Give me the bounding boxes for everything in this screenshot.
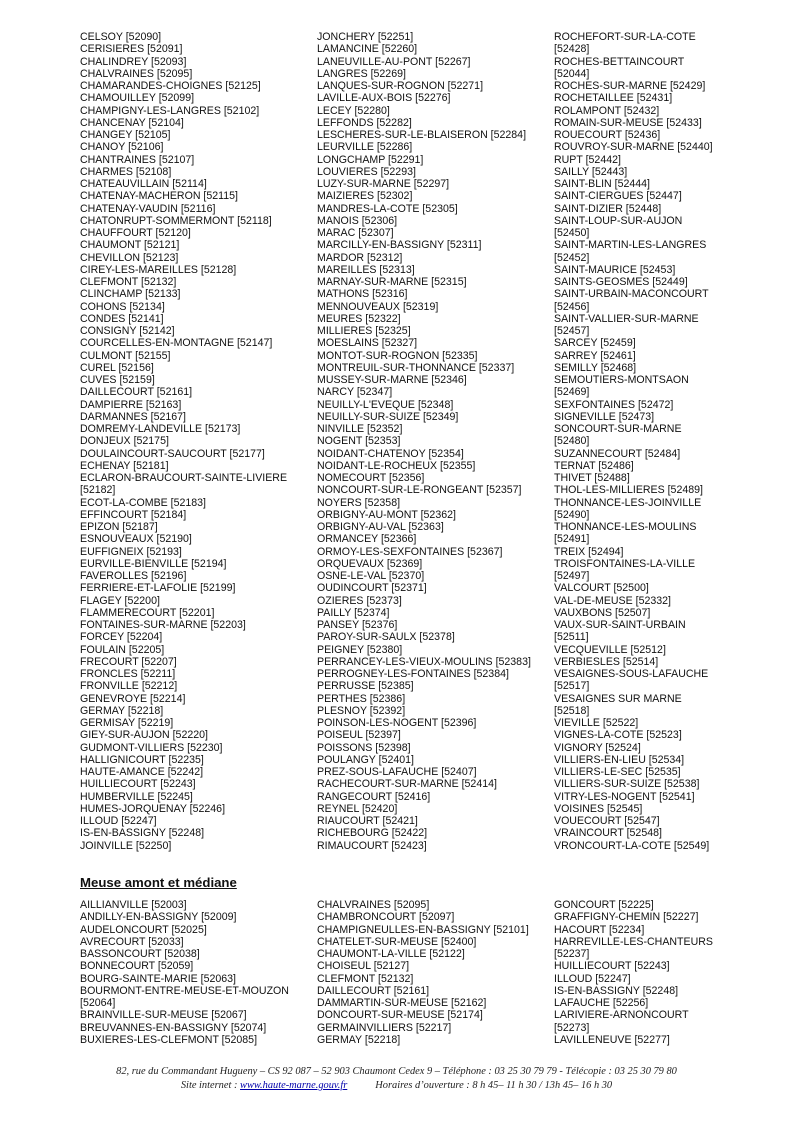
commune-entry: ROCHES-SUR-MARNE [52429]: [554, 80, 706, 92]
commune-entry: IS-EN-BASSIGNY [52248]: [554, 984, 679, 997]
commune-entry: SAINT-DIZIER [52448]: [554, 202, 662, 215]
commune-entry: POISSONS [52398]: [317, 741, 411, 754]
commune-entry: PREZ-SOUS-LAFAUCHE [52407]: [317, 766, 477, 778]
commune-entry: CHAUMONT [52121]: [80, 239, 180, 252]
commune-entry: BONNECOURT [52059]: [80, 960, 194, 973]
commune-entry: HUMBERVILLE [52245]: [80, 790, 193, 803]
commune-entry: NOIDANT-CHATENOY [52354]: [317, 447, 464, 460]
commune-entry: OUDINCOURT [52371]: [317, 582, 427, 595]
commune-entry: NOYERS [52358]: [317, 496, 401, 509]
commune-entry: ROMAIN-SUR-MEUSE [52433]: [554, 116, 702, 129]
commune-entry: LEFFONDS [52282]: [317, 116, 412, 129]
commune-entry: HUILLIECOURT [52243]: [80, 778, 196, 791]
commune-entry: DARMANNES [52167]: [80, 410, 186, 423]
commune-entry: SEMILLY [52468]: [554, 361, 637, 374]
commune-entry: PERRUSSE [52385]: [317, 680, 414, 693]
commune-entry: PAILLY [52374]: [317, 606, 390, 619]
commune-entry: ROCHES-BETTAINCOURT: [554, 55, 685, 68]
commune-entry: NOGENT [52353]: [317, 435, 401, 448]
section-title: Meuse amont et médiane: [80, 875, 237, 890]
commune-entry: POINSON-LES-NOGENT [52396]: [317, 717, 477, 729]
commune-entry: VRONCOURT-LA-COTE [52549]: [554, 839, 710, 852]
meuse-column-2: [317, 899, 529, 1046]
commune-entry: CONSIGNY [52142]: [80, 325, 175, 337]
footer-site-label: Site internet :: [180, 1080, 241, 1091]
meuse-column-1: [80, 899, 289, 1046]
commune-entry: RUPT [52442]: [554, 153, 621, 166]
commune-entry: FRONCLES [52211]: [80, 668, 176, 680]
commune-entry: LECEY [52280]: [317, 104, 390, 117]
commune-entry: RACHECOURT-SUR-MARNE [52414]: [317, 778, 497, 791]
commune-entry: BREUVANNES-EN-BASSIGNY [52074]: [80, 1021, 267, 1034]
commune-entry: GUDMONT-VILLIERS [52230]: [80, 741, 223, 754]
commune-entry: CHALINDREY [52093]: [80, 55, 187, 68]
commune-entry: VRAINCOURT [52548]: [554, 827, 662, 840]
commune-entry: ESNOUVEAUX [52190]: [80, 533, 192, 546]
commune-entry: VAUX-SUR-SAINT-URBAIN: [554, 619, 686, 631]
commune-entry: CHAUFFOURT [52120]: [80, 227, 191, 239]
commune-entry: BUXIERES-LES-CLEFMONT [52085]: [80, 1033, 258, 1046]
meuse-column-3: [554, 899, 713, 1046]
commune-entry: [52518]: [554, 704, 590, 717]
commune-entry: [52273]: [554, 1021, 590, 1034]
commune-entry: FLAGEY [52200]: [80, 594, 160, 607]
commune-entry: SARREY [52461]: [554, 349, 636, 362]
commune-entry: FAVEROLLES [52196]: [80, 570, 187, 582]
commune-entry: RIMAUCOURT [52423]: [317, 839, 427, 852]
commune-entry: VAUXBONS [52507]: [554, 606, 651, 619]
commune-entry: CHANGEY [52105]: [80, 129, 171, 141]
commune-entry: LANEUVILLE-AU-PONT [52267]: [317, 55, 471, 68]
commune-entry: HAUTE-AMANCE [52242]: [80, 766, 204, 778]
commune-entry: ROUVROY-SUR-MARNE [52440]: [554, 141, 713, 154]
commune-entry: EURVILLE-BIENVILLE [52194]: [80, 557, 227, 570]
commune-entry: NONCOURT-SUR-LE-RONGEANT [52357]: [317, 484, 522, 497]
commune-entry: NEUILLY-SUR-SUIZE [52349]: [317, 410, 459, 423]
commune-entry: DOMREMY-LANDEVILLE [52173]: [80, 423, 241, 435]
commune-entry: DAMPIERRE [52163]: [80, 398, 182, 411]
commune-entry: DAILLECOURT [52161]: [80, 386, 193, 399]
commune-entry: MOESLAINS [52327]: [317, 337, 418, 350]
commune-entry: SAINT-CIERGUES [52447]: [554, 190, 682, 203]
commune-entry: CUVES [52159]: [80, 374, 155, 386]
commune-entry: MARNAY-SUR-MARNE [52315]: [317, 276, 467, 288]
commune-entry: NARCY [52347]: [317, 386, 393, 399]
commune-entry: [52490]: [554, 508, 590, 521]
commune-entry: VERBIESLES [52514]: [554, 655, 659, 668]
commune-entry: CLINCHAMP [52133]: [80, 288, 181, 301]
commune-entry: VILLIERS-SUR-SUIZE [52538]: [554, 778, 700, 791]
commune-entry: [52428]: [554, 43, 590, 56]
commune-entry: PERRANCEY-LES-VIEUX-MOULINS [52383]: [317, 655, 531, 668]
commune-entry: FORCEY [52204]: [80, 631, 163, 644]
commune-entry: LAVILLENEUVE [52277]: [554, 1033, 670, 1046]
commune-entry: CHALVRAINES [52095]: [80, 67, 193, 80]
commune-entry: VOUECOURT [52547]: [554, 815, 660, 827]
commune-entry: OSNE-LE-VAL [52370]: [317, 570, 425, 582]
commune-entry: IS-EN-BASSIGNY [52248]: [80, 827, 205, 840]
commune-entry: THONNANCE-LES-JOINVILLE: [554, 496, 702, 509]
commune-entry: LESCHERES-SUR-LE-BLAISERON [52284]: [317, 129, 527, 141]
commune-entry: CHAMPIGNY-LES-LANGRES [52102]: [80, 104, 260, 117]
commune-entry: [52491]: [554, 533, 590, 546]
top-column-3: [554, 31, 786, 852]
commune-entry: MAREILLES [52313]: [317, 263, 415, 276]
commune-entry: TREIX [52494]: [554, 545, 624, 558]
commune-entry: VITRY-LES-NOGENT [52541]: [554, 790, 695, 803]
commune-entry: HARREVILLE-LES-CHANTEURS: [554, 935, 713, 948]
top-column-1: [80, 31, 312, 852]
commune-entry: HACOURT [52234]: [554, 923, 645, 936]
commune-entry: CHEVILLON [52123]: [80, 251, 179, 264]
commune-entry: GONCOURT [52225]: [554, 899, 654, 911]
commune-entry: [52517]: [554, 680, 590, 693]
commune-entry: SONCOURT-SUR-MARNE: [554, 423, 682, 435]
commune-entry: LANGRES [52269]: [317, 67, 406, 80]
footer: [0, 1065, 793, 1093]
commune-entry: BRAINVILLE-SUR-MEUSE [52067]: [80, 1009, 247, 1022]
commune-entry: CLEFMONT [52132]: [317, 972, 414, 985]
commune-entry: LANQUES-SUR-ROGNON [52271]: [317, 80, 484, 92]
commune-entry: DOULAINCOURT-SAUCOURT [52177]: [80, 447, 265, 460]
commune-entry: GERMISAY [52219]: [80, 717, 174, 729]
commune-entry: VIEVILLE [52522]: [554, 717, 639, 729]
commune-entry: LUZY-SUR-MARNE [52297]: [317, 178, 450, 190]
commune-entry: GERMAY [52218]: [317, 1033, 401, 1046]
commune-entry: FERRIERE-ET-LAFOLIE [52199]: [80, 582, 236, 595]
footer-hours: Horaires d’ouverture : 8 h 45– 11 h 30 / 13h 45– 16 h 30: [375, 1080, 613, 1091]
commune-entry: MONTOT-SUR-ROGNON [52335]: [317, 349, 478, 362]
top-column-2: [317, 31, 549, 852]
commune-entry: LAVILLE-AUX-BOIS [52276]: [317, 92, 451, 105]
commune-entry: TERNAT [52486]: [554, 459, 634, 472]
commune-entry: POULANGY [52401]: [317, 753, 414, 766]
commune-entry: PAROY-SUR-SAULX [52378]: [317, 631, 455, 644]
commune-entry: RIAUCOURT [52421]: [317, 815, 418, 827]
commune-entry: SIGNEVILLE [52473]: [554, 410, 655, 423]
commune-entry: VECQUEVILLE [52512]: [554, 643, 666, 656]
commune-entry: ORBIGNY-AU-MONT [52362]: [317, 508, 456, 521]
commune-entry: LARIVIERE-ARNONCOURT: [554, 1009, 689, 1022]
commune-entry: CHANTRAINES [52107]: [80, 153, 195, 166]
commune-entry: GERMAY [52218]: [80, 704, 164, 717]
commune-entry: COURCELLES-EN-MONTAGNE [52147]: [80, 337, 273, 350]
commune-entry: [52182]: [80, 484, 116, 497]
commune-entry: HALLIGNICOURT [52235]: [80, 753, 204, 766]
commune-entry: LONGCHAMP [52291]: [317, 153, 424, 166]
commune-entry: HUILLIECOURT [52243]: [554, 960, 670, 973]
commune-entry: REYNEL [52420]: [317, 802, 398, 815]
commune-entry: EFFINCOURT [52184]: [80, 508, 187, 521]
commune-entry: PERROGNEY-LES-FONTAINES [52384]: [317, 668, 509, 680]
commune-entry: MARAC [52307]: [317, 227, 394, 239]
commune-entry: [52469]: [554, 386, 590, 399]
commune-entry: MARDOR [52312]: [317, 251, 403, 264]
commune-entry: VESAIGNES SUR MARNE: [554, 692, 682, 705]
commune-entry: VIGNORY [52524]: [554, 741, 641, 754]
commune-entry: CHAMBRONCOURT [52097]: [317, 911, 455, 924]
commune-entry: NINVILLE [52352]: [317, 423, 403, 435]
commune-entry: MANDRES-LA-COTE [52305]: [317, 202, 458, 215]
commune-entry: THIVET [52488]: [554, 472, 630, 484]
commune-entry: VILLIERS-EN-LIEU [52534]: [554, 753, 685, 766]
commune-entry: CHATENAY-VAUDIN [52116]: [80, 202, 216, 215]
commune-entry: CULMONT [52155]: [80, 349, 171, 362]
commune-entry: PANSEY [52376]: [317, 619, 398, 631]
commune-entry: FONTAINES-SUR-MARNE [52203]: [80, 619, 246, 631]
commune-entry: [52511]: [554, 631, 589, 644]
commune-entry: ECHENAY [52181]: [80, 459, 169, 472]
commune-entry: PERTHES [52386]: [317, 692, 406, 705]
commune-entry: CONDES [52141]: [80, 312, 164, 325]
commune-entry: [52450]: [554, 227, 590, 239]
commune-entry: VIGNES-LA-COTE [52523]: [554, 729, 682, 742]
commune-entry: VALCOURT [52500]: [554, 582, 649, 595]
commune-entry: SAINT-LOUP-SUR-AUJON: [554, 214, 683, 227]
commune-entry: MONTREUIL-SUR-THONNANCE [52337]: [317, 361, 515, 374]
commune-entry: DAMMARTIN-SUR-MEUSE [52162]: [317, 997, 487, 1009]
commune-entry: NOIDANT-LE-ROCHEUX [52355]: [317, 459, 476, 472]
commune-entry: [52497]: [554, 570, 590, 582]
commune-entry: ORMOY-LES-SEXFONTAINES [52367]: [317, 545, 503, 558]
commune-entry: CHATONRUPT-SOMMERMONT [52118]: [80, 214, 272, 227]
commune-entry: OZIERES [52373]: [317, 594, 402, 607]
commune-entry: VOISINES [52545]: [554, 802, 643, 815]
commune-entry: TROISFONTAINES-LA-VILLE: [554, 557, 696, 570]
commune-entry: AVRECOURT [52033]: [80, 935, 184, 948]
commune-entry: AUDELONCOURT [52025]: [80, 923, 207, 936]
commune-entry: SAILLY [52443]: [554, 165, 628, 178]
commune-entry: CUREL [52156]: [80, 361, 154, 374]
commune-entry: CIREY-LES-MAREILLES [52128]: [80, 263, 237, 276]
commune-entry: POISEUL [52397]: [317, 729, 401, 742]
commune-entry: DONCOURT-SUR-MEUSE [52174]: [317, 1009, 483, 1022]
commune-entry: FRONVILLE [52212]: [80, 680, 178, 693]
commune-entry: ROUECOURT [52436]: [554, 129, 661, 141]
commune-entry: GIEY-SUR-AUJON [52220]: [80, 729, 208, 742]
commune-entry: CLEFMONT [52132]: [80, 276, 177, 288]
commune-entry: SAINT-VALLIER-SUR-MARNE: [554, 312, 699, 325]
commune-entry: ROCHETAILLEE [52431]: [554, 92, 673, 105]
commune-entry: DONJEUX [52175]: [80, 435, 169, 448]
commune-entry: DAILLECOURT [52161]: [317, 984, 430, 997]
commune-entry: LAFAUCHE [52256]: [554, 997, 649, 1009]
commune-entry: AILLIANVILLE [52003]: [80, 899, 187, 911]
commune-entry: GRAFFIGNY-CHEMIN [52227]: [554, 911, 699, 924]
commune-entry: EUFFIGNEIX [52193]: [80, 545, 182, 558]
commune-entry: SARCEY [52459]: [554, 337, 636, 350]
footer-address: 82, rue du Commandant Hugueny – CS 92 087 – 52 903 Chaumont Cedex 9 – Téléphone : 03 25 30 79 79 - Télécopie : 03 25 30 79 80: [116, 1066, 677, 1077]
commune-entry: FLAMMERECOURT [52201]: [80, 606, 215, 619]
commune-entry: ROCHEFORT-SUR-LA-COTE: [554, 31, 696, 43]
commune-entry: FRECOURT [52207]: [80, 655, 177, 668]
commune-entry: SAINT-BLIN [52444]: [554, 178, 650, 190]
commune-entry: [52064]: [80, 997, 116, 1009]
commune-entry: CHALVRAINES [52095]: [317, 899, 430, 911]
commune-entry: MUSSEY-SUR-MARNE [52346]: [317, 374, 467, 386]
commune-entry: CHOISEUL [52127]: [317, 960, 410, 973]
website-link[interactable]: www.haute-marne.gouv.fr: [240, 1080, 348, 1091]
commune-entry: SAINT-URBAIN-MACONCOURT: [554, 288, 709, 301]
commune-entry: CERISIERES [52091]: [80, 43, 183, 56]
commune-entry: EPIZON [52187]: [80, 521, 158, 533]
commune-entry: CHAUMONT-LA-VILLE [52122]: [317, 948, 465, 960]
commune-entry: [52044]: [554, 67, 590, 80]
commune-entry: GERMAINVILLIERS [52217]: [317, 1021, 452, 1034]
commune-entry: COHONS [52134]: [80, 300, 165, 313]
commune-entry: SEXFONTAINES [52472]: [554, 398, 674, 411]
commune-entry: BASSONCOURT [52038]: [80, 948, 200, 960]
commune-entry: JOINVILLE [52250]: [80, 839, 172, 852]
commune-entry: HUMES-JORQUENAY [52246]: [80, 802, 226, 815]
commune-entry: LEURVILLE [52286]: [317, 141, 413, 154]
commune-entry: ILLOUD [52247]: [554, 972, 631, 985]
commune-entry: CHANCENAY [52104]: [80, 116, 184, 129]
commune-entry: SAINTS-GEOSMES [52449]: [554, 276, 688, 288]
commune-entry: LOUVIERES [52293]: [317, 165, 416, 178]
commune-entry: MANOIS [52306]: [317, 214, 398, 227]
commune-entry: SAINT-MAURICE [52453]: [554, 263, 676, 276]
commune-entry: FOULAIN [52205]: [80, 643, 165, 656]
commune-entry: [52456]: [554, 300, 590, 313]
commune-entry: SAINT-MARTIN-LES-LANGRES: [554, 239, 707, 252]
commune-entry: CHANOY [52106]: [80, 141, 164, 154]
commune-entry: VAL-DE-MEUSE [52332]: [554, 594, 671, 607]
commune-entry: CHAMARANDES-CHOIGNES [52125]: [80, 80, 261, 92]
commune-entry: VESAIGNES-SOUS-LAFAUCHE: [554, 668, 709, 680]
commune-entry: SEMOUTIERS-MONTSAON: [554, 374, 689, 386]
commune-entry: GENEVROYE [52214]: [80, 692, 186, 705]
commune-entry: BOURMONT-ENTRE-MEUSE-ET-MOUZON: [80, 984, 289, 997]
commune-entry: [52480]: [554, 435, 590, 448]
commune-entry: MAIZIERES [52302]: [317, 190, 413, 203]
commune-entry: ORBIGNY-AU-VAL [52363]: [317, 521, 444, 533]
commune-entry: CHATENAY-MACHERON [52115]: [80, 190, 238, 203]
commune-entry: CELSOY [52090]: [80, 31, 162, 43]
commune-entry: [52237]: [554, 948, 590, 960]
commune-entry: [52452]: [554, 251, 590, 264]
commune-entry: CHAMOUILLEY [52099]: [80, 92, 195, 105]
commune-entry: ILLOUD [52247]: [80, 815, 157, 827]
commune-entry: ROLAMPONT [52432]: [554, 104, 660, 117]
commune-entry: ANDILLY-EN-BASSIGNY [52009]: [80, 911, 237, 924]
commune-entry: ORQUEVAUX [52369]: [317, 557, 423, 570]
commune-entry: CHATELET-SUR-MEUSE [52400]: [317, 935, 477, 948]
commune-entry: CHARMES [52108]: [80, 165, 172, 178]
commune-entry: LAMANCINE [52260]: [317, 43, 418, 56]
commune-entry: VILLIERS-LE-SEC [52535]: [554, 766, 681, 778]
footer-info-line: [0, 1079, 793, 1093]
commune-entry: CHATEAUVILLAIN [52114]: [80, 178, 207, 190]
commune-entry: ECLARON-BRAUCOURT-SAINTE-LIVIERE: [80, 472, 288, 484]
commune-entry: SUZANNECOURT [52484]: [554, 447, 681, 460]
commune-entry: THOL-LES-MILLIERES [52489]: [554, 484, 703, 497]
commune-entry: NOMECOURT [52356]: [317, 472, 425, 484]
commune-entry: MEURES [52322]: [317, 312, 401, 325]
commune-entry: MILLIERES [52325]: [317, 325, 411, 337]
commune-entry: PEIGNEY [52380]: [317, 643, 403, 656]
commune-entry: CHAMPIGNEULLES-EN-BASSIGNY [52101]: [317, 923, 529, 936]
commune-entry: THONNANCE-LES-MOULINS: [554, 521, 697, 533]
commune-entry: MENNOUVEAUX [52319]: [317, 300, 439, 313]
commune-entry: BOURG-SAINTE-MARIE [52063]: [80, 972, 237, 985]
commune-entry: MATHONS [52316]: [317, 288, 408, 301]
commune-entry: RICHEBOURG [52422]: [317, 827, 428, 840]
commune-entry: ORMANCEY [52366]: [317, 533, 417, 546]
commune-entry: [52457]: [554, 325, 590, 337]
commune-entry: NEUILLY-L'EVEQUE [52348]: [317, 398, 454, 411]
commune-entry: PLESNOY [52392]: [317, 704, 406, 717]
commune-entry: MARCILLY-EN-BASSIGNY [52311]: [317, 239, 482, 252]
commune-entry: RANGECOURT [52416]: [317, 790, 431, 803]
commune-entry: JONCHERY [52251]: [317, 31, 414, 43]
commune-entry: ECOT-LA-COMBE [52183]: [80, 496, 206, 509]
